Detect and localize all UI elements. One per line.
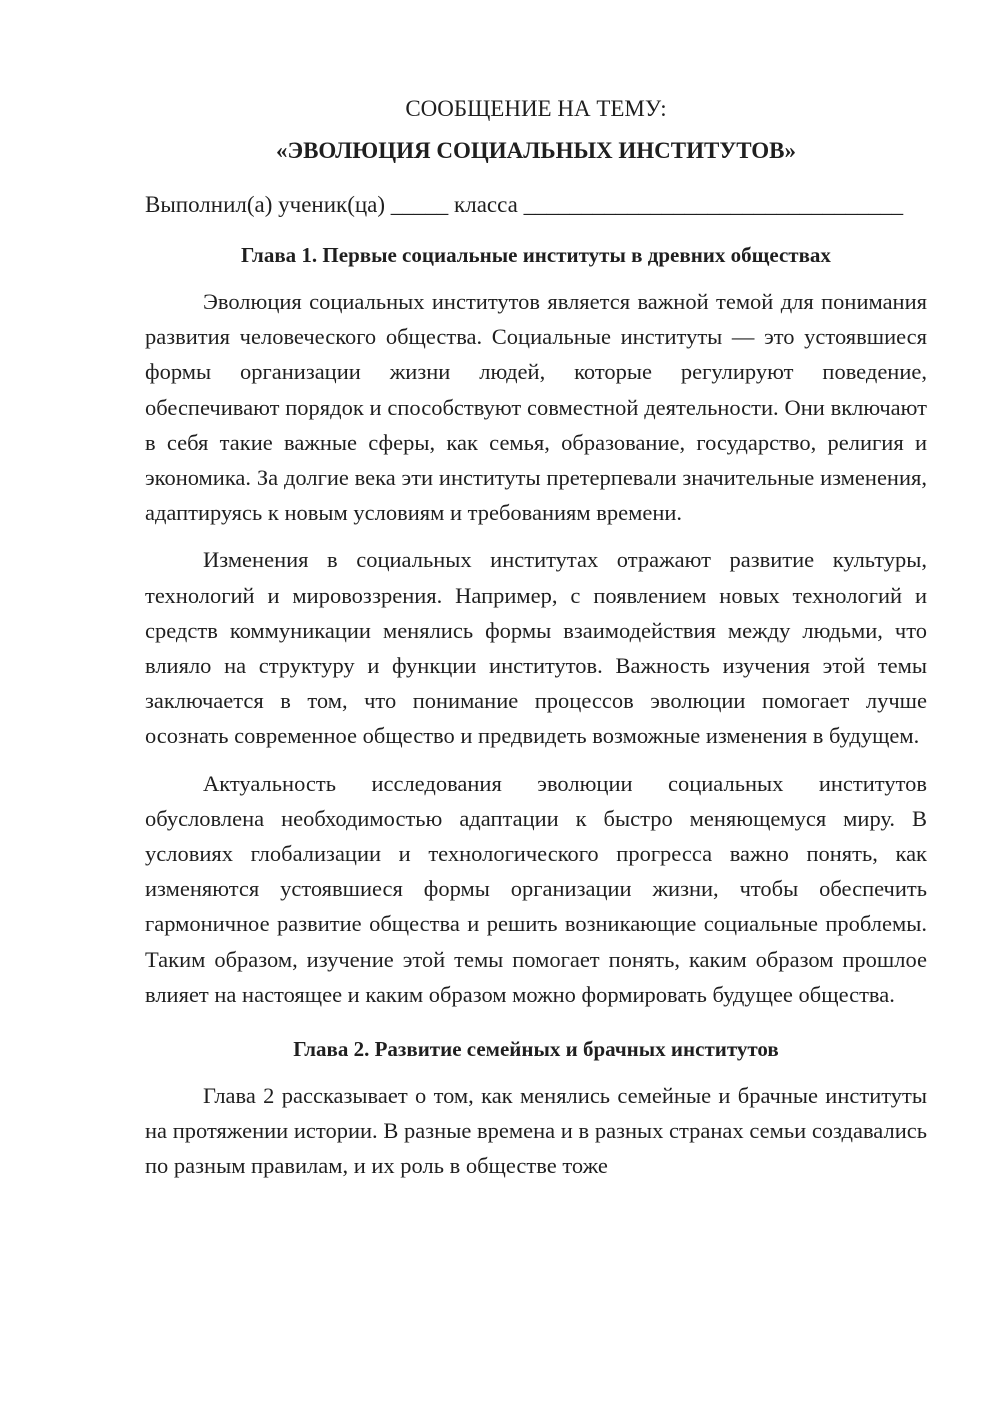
chapter-1-paragraph-2: Изменения в социальных институтах отражают развитие культуры, технологий и мировоззрения. Например, с появлением новых технологий и средств коммуникации менялись формы взаимодействия между людьми, что влияло на структуру и функции институтов. Важность изучения этой темы заключается в том, что понимание процессов эволюции помогает лучше осознать современное общество и предвидеть возможные изменения в будущем. bbox=[145, 547, 927, 749]
chapter-2-heading: Глава 2. Развитие семейных и брачных институтов bbox=[293, 1037, 779, 1062]
chapter-2 bbox=[145, 1032, 927, 1184]
author-line: Выполнил(а) ученик(ца) _____ класса _________________________________ bbox=[145, 192, 904, 217]
chapter-1-paragraph-1: Эволюция социальных институтов является важной темой для понимания развития человеческого общества. Социальные институты — это устоявшиеся формы организации жизни людей, которые регулируют поведение, обеспечивают порядок и способствуют совместной деятельности. Они включают в себя такие важные сферы, как семья, образование, государство, религия и экономика. За долгие века эти институты претерпевали значительные изменения, адаптируясь к новым условиям и требованиям времени. bbox=[145, 289, 927, 526]
document-page bbox=[145, 92, 927, 1196]
chapter-1-heading: Глава 1. Первые социальные институты в древних обществах bbox=[241, 243, 831, 267]
chapter-2-paragraph-1: Глава 2 рассказывает о том, как менялись семейные и брачные институты на протяжении истории. В разные времена и в разных странах семьи создавались по разным правилам, и их роль в обществе тоже bbox=[145, 1083, 927, 1179]
chapter-1-paragraph-3: Актуальность исследования эволюции социальных институтов обусловлена необходимостью адаптации к быстро меняющемуся миру. В условиях глобализации и технологического прогресса важно понять, как изменяются устоявшиеся формы организации жизни, чтобы обеспечить гармоничное развитие общества и решить возникающие социальные проблемы. Таким образом, изучение этой темы помогает понять, каким образом прошлое влияет на настоящее и каким образом можно формировать будущее общества. bbox=[145, 770, 927, 1007]
chapter-1 bbox=[145, 238, 927, 1012]
document-title-line-1: СООБЩЕНИЕ НА ТЕМУ: bbox=[405, 96, 667, 121]
document-title-line-2: «ЭВОЛЮЦИЯ СОЦИАЛЬНЫХ ИНСТИТУТОВ» bbox=[275, 138, 797, 163]
